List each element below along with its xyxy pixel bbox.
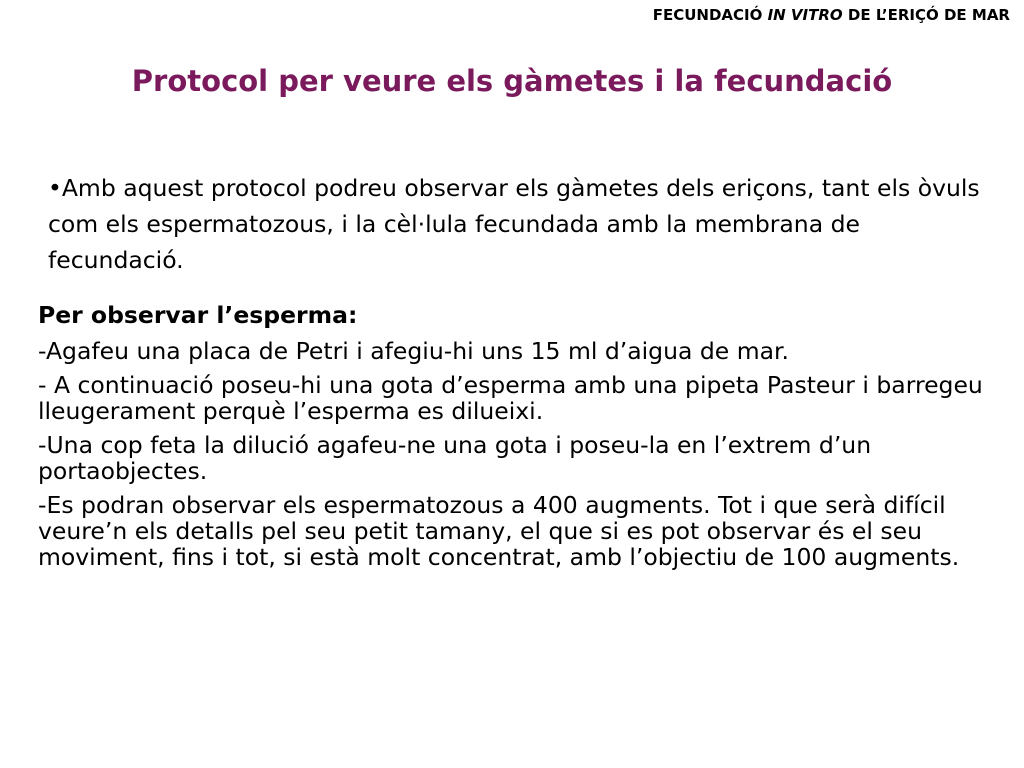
protocol-step: -Agafeu una placa de Petri i afegiu-hi uns 15 ml d’aigua de mar. xyxy=(38,337,789,365)
protocol-step: - A continuació poseu-hi una gota d’esperma amb una pipeta Pasteur i barregeu lleugerament perquè l’esperma es dilueixi. xyxy=(38,371,983,425)
protocol-step: -Es podran observar els espermatozous a 400 augments. Tot i que serà difícil veure’n els detalls pel seu petit tamany, el que si es pot observar és el seu moviment, fins i tot, si està molt concentrat, amb l’objectiu de 100 augments. xyxy=(38,491,960,571)
header-italic: IN VITRO xyxy=(767,6,843,24)
slide-title: Protocol per veure els gàmetes i la fecundació xyxy=(131,64,893,98)
intro-bullet: •Amb aquest protocol podreu observar els gàmetes dels eriçons, tant els òvuls com els espermatozous, i la cèl·lula fecundada amb la membrana de fecundació. xyxy=(48,174,980,274)
slide-header xyxy=(653,6,1010,24)
protocol-section xyxy=(38,300,988,578)
header-prefix: FECUNDACIÓ xyxy=(652,6,768,24)
section-heading: Per observar l’esperma: xyxy=(38,301,358,329)
header-suffix: DE L’ERIÇÓ DE MAR xyxy=(842,6,1010,24)
protocol-step: -Una cop feta la dilució agafeu-ne una gota i poseu-la en l’extrem d’un portaobjectes. xyxy=(38,431,872,485)
